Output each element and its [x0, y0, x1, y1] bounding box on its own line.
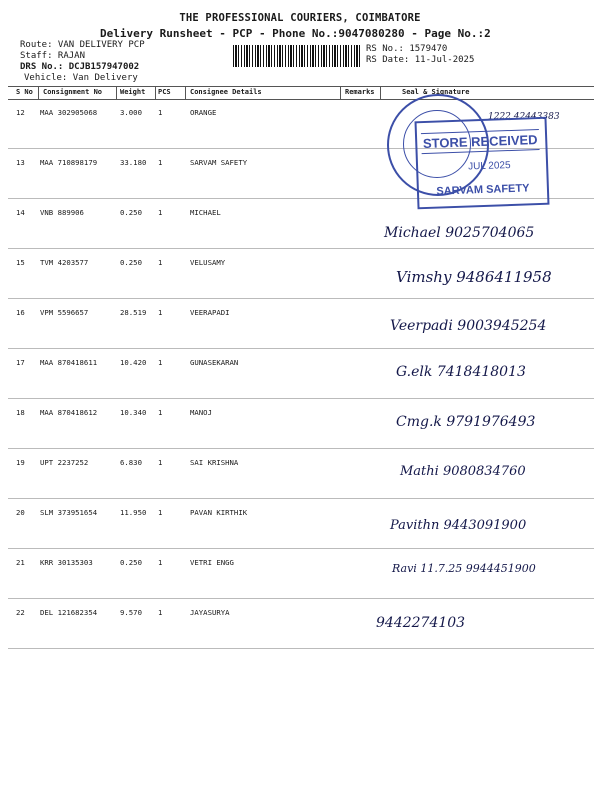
cell-sno: 19	[16, 458, 25, 467]
cell-weight: 0.250	[120, 558, 142, 567]
cell-consignment: VPM 5596657	[40, 308, 89, 317]
col-divider	[155, 86, 156, 100]
cell-sno: 14	[16, 208, 25, 217]
rs-number: RS No.: 1579470	[366, 44, 448, 54]
handwritten-signature: Cmg.k 9791976493	[396, 414, 536, 430]
cell-sno: 15	[16, 258, 25, 267]
col-pcs-header: PCS	[158, 88, 171, 96]
handwritten-signature: 1222 42443383	[488, 112, 560, 122]
cell-consignment: MAA 870418611	[40, 358, 98, 367]
cell-weight: 9.570	[120, 608, 142, 617]
col-weight-header: Weight	[120, 88, 146, 96]
table-row	[0, 300, 600, 350]
cell-consignee: MANOJ	[190, 408, 212, 417]
cell-consignment: MAA 710898179	[40, 158, 98, 167]
table-row	[0, 450, 600, 500]
cell-pcs: 1	[158, 558, 163, 567]
cell-weight: 3.000	[120, 108, 142, 117]
cell-consignee: JAYASURYA	[190, 608, 230, 617]
barcode	[233, 45, 361, 67]
route-field: Route: VAN DELIVERY PCP	[20, 40, 145, 50]
row-separator	[8, 498, 594, 499]
cell-consignee: GUNASEKARAN	[190, 358, 239, 367]
cell-consignment: KRR 30135303	[40, 558, 93, 567]
row-separator	[8, 448, 594, 449]
stamp-company: SARVAM SAFETY	[436, 182, 530, 198]
cell-consignee: SAI KRISHNA	[190, 458, 239, 467]
row-separator	[8, 348, 594, 349]
cell-sno: 12	[16, 108, 25, 117]
cell-sno: 20	[16, 508, 25, 517]
cell-pcs: 1	[158, 508, 163, 517]
handwritten-signature: G.elk 7418418013	[396, 364, 526, 380]
table-row	[0, 200, 600, 250]
table-row	[0, 600, 600, 650]
table-row	[0, 400, 600, 450]
document-subtitle: Delivery Runsheet - PCP - Phone No.:9047080280 - Page No.:2	[100, 27, 491, 40]
col-divider	[116, 86, 117, 100]
col-divider	[38, 86, 39, 100]
cell-consignee: MICHAEL	[190, 208, 221, 217]
col-seal-header: Seal & Signature	[402, 88, 470, 96]
cell-pcs: 1	[158, 408, 163, 417]
col-divider	[380, 86, 381, 100]
cell-consignment: MAA 302905068	[40, 108, 98, 117]
cell-consignment: MAA 870418612	[40, 408, 98, 417]
cell-weight: 0.250	[120, 208, 142, 217]
table-row	[0, 350, 600, 400]
cell-pcs: 1	[158, 458, 163, 467]
cell-pcs: 1	[158, 358, 163, 367]
handwritten-signature: Pavithn 9443091900	[390, 518, 527, 533]
handwritten-signature: Vimshy 9486411958	[396, 268, 552, 286]
row-separator	[8, 548, 594, 549]
cell-weight: 11.950	[120, 508, 147, 517]
header-top-rule	[8, 86, 594, 87]
cell-consignee: VELUSAMY	[190, 258, 226, 267]
cell-pcs: 1	[158, 258, 163, 267]
stamp-date: JUL 2025	[467, 160, 511, 173]
cell-sno: 18	[16, 408, 25, 417]
handwritten-signature: 9442274103	[376, 615, 466, 631]
row-separator	[8, 648, 594, 649]
stamp-line-1: STORE RECEIVED	[421, 129, 540, 154]
cell-consignee: VEERAPADI	[190, 308, 230, 317]
store-received-stamp	[415, 117, 550, 210]
vehicle-field: Vehicle: Van Delivery	[24, 73, 138, 83]
cell-weight: 10.340	[120, 408, 147, 417]
col-consignment-header: Consignment No	[43, 88, 103, 96]
cell-consignee: ORANGE	[190, 108, 217, 117]
cell-consignment: SLM 373951654	[40, 508, 98, 517]
cell-sno: 17	[16, 358, 25, 367]
cell-sno: 16	[16, 308, 25, 317]
cell-pcs: 1	[158, 158, 163, 167]
cell-pcs: 1	[158, 608, 163, 617]
drs-field: DRS No.: DCJB157947002	[20, 62, 140, 72]
table-row	[0, 250, 600, 300]
col-consignee-header: Consignee Details	[190, 88, 262, 96]
cell-pcs: 1	[158, 208, 163, 217]
cell-weight: 10.420	[120, 358, 147, 367]
table-row	[0, 500, 600, 550]
handwritten-signature: Mathi 9080834760	[400, 464, 526, 479]
cell-consignee: SARVAM SAFETY	[190, 158, 248, 167]
cell-sno: 21	[16, 558, 25, 567]
row-separator	[8, 398, 594, 399]
cell-weight: 6.830	[120, 458, 142, 467]
cell-pcs: 1	[158, 308, 163, 317]
cell-consignee: PAVAN KIRTHIK	[190, 508, 248, 517]
cell-consignment: TVM 4203577	[40, 258, 89, 267]
cell-consignment: UPT 2237252	[40, 458, 89, 467]
cell-consignment: DEL 121682354	[40, 608, 98, 617]
row-separator	[8, 598, 594, 599]
row-separator	[8, 298, 594, 299]
cell-consignee: VETRI ENGG	[190, 558, 234, 567]
row-separator	[8, 248, 594, 249]
handwritten-signature: Michael 9025704065	[384, 225, 535, 241]
col-divider	[340, 86, 341, 100]
cell-weight: 28.519	[120, 308, 147, 317]
handwritten-signature: Veerpadi 9003945254	[390, 318, 547, 334]
document-title: THE PROFESSIONAL COURIERS, COIMBATORE	[179, 12, 421, 24]
cell-weight: 33.180	[120, 158, 147, 167]
cell-sno: 13	[16, 158, 25, 167]
cell-weight: 0.250	[120, 258, 142, 267]
col-divider	[185, 86, 186, 100]
cell-consignment: VNB 889906	[40, 208, 84, 217]
cell-pcs: 1	[158, 108, 163, 117]
table-row	[0, 550, 600, 600]
col-remarks-header: Remarks	[345, 88, 375, 96]
staff-field: Staff: RAJAN	[20, 51, 86, 61]
col-sno-header: S No	[16, 88, 33, 96]
handwritten-signature: Ravi 11.7.25 9944451900	[392, 562, 536, 575]
rs-date: RS Date: 11-Jul-2025	[366, 55, 475, 65]
cell-sno: 22	[16, 608, 25, 617]
